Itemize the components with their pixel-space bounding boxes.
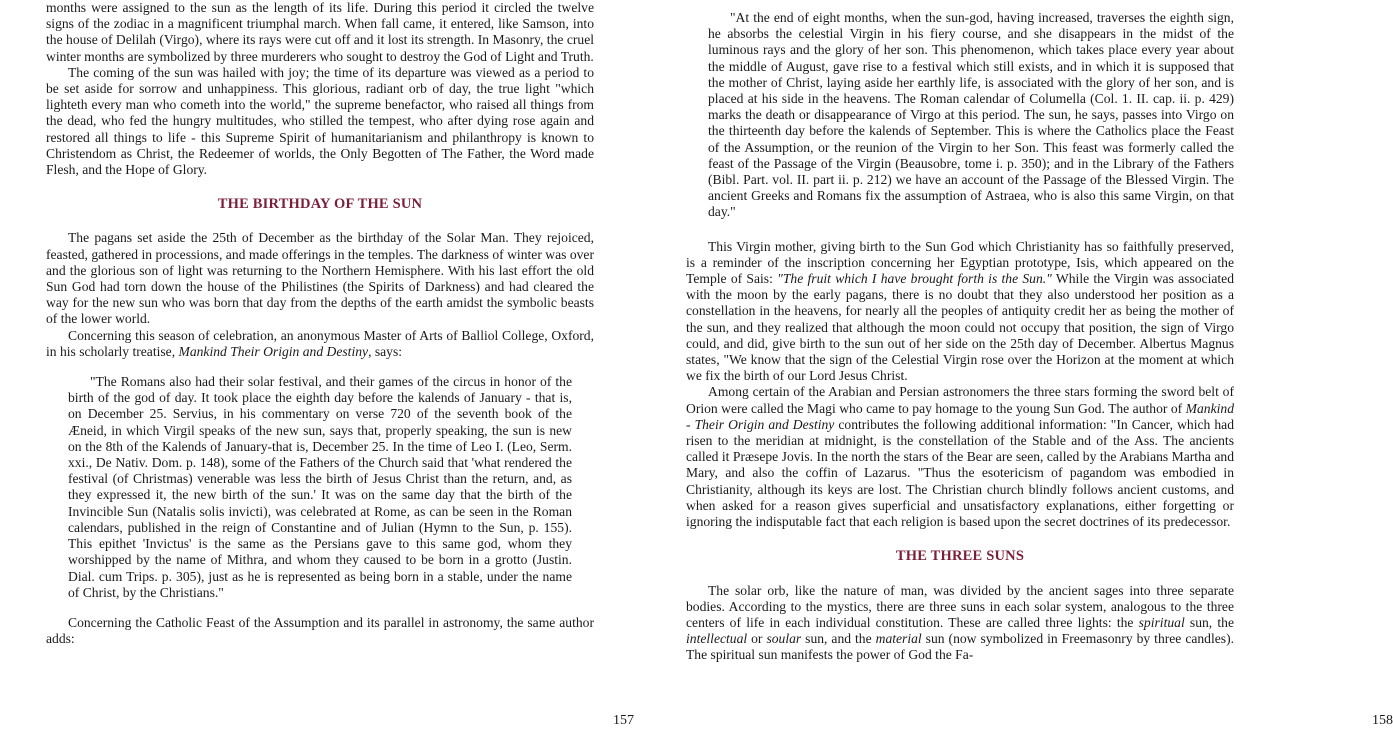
book-title-italic: Mankind - Their Origin and Destiny — [686, 400, 1234, 432]
right-paragraph-1-end: While the Virgin was associated with the moon by the early pagans, there is no doubt that they also understood her position as a constellation in the heavens, for nearly all the peoples of antiquity credit her as being the mother of the sun, and they realized that although the moon could not occupy that position, the sign of Virgo could, and did, give birth to the sun out of her side on the 25th day of December. Albertus Magnus states, "We know that the sign of the Celestial Virgin rose over the Horizon at the moment at which we fix the birth of our Lord Jesus Christ. — [686, 271, 1234, 384]
page-number-left: 157 — [613, 712, 634, 728]
right-page — [686, 0, 1393, 728]
right-paragraph-3-b: sun, the — [1184, 614, 1234, 630]
left-block-quote: "The Romans also had their solar festival, and their games of the circus in honor of the birth of the god of day. It took place the eighth day before the kalends of January - that is, on December 25. Servius, in his commentary on verse 720 of the seventh book of the Æneid, in which Virgil speaks of the new sun, says that, properly speaking, the sun is new on the 8th of the Kalends of January-that is, December 25. In the time of Leo I. (Leo, Serm. xxi., De Nativ. Dom. p. 148), some of the Fathers of the Church said that 'what rendered the festival (of Christmas) venerable was less the birth of Jesus Christ than the return, and, as they expressed it, the new birth of the sun.' It was on the same day that the birth of the Invincible Sun (Natalis solis invicti), was celebrated at Rome, as can be seen in the Roman calendars, published in the reign of Constantine and of Julian (Hymn to the Sun, p. 155). This epithet 'Invictus' is the same as the Persians gave to this same god, whom they worshipped by the name of Mithra, and whom they caused to be born in a grotto (Justin. Dial. cum Trips. p. 305), just as he is represented as being born in a stable, under the name of Christ, by the Christians." — [68, 374, 572, 600]
section-heading-birthday-of-the-sun: THE BIRTHDAY OF THE SUN — [217, 196, 423, 213]
intellectual-italic: intellectual — [686, 631, 748, 647]
right-paragraph-2-end: contributes the following additional information: "In Cancer, which had risen to the meridian at midnight, is the constellation of the Stable and of the Ass. The ancients called it Præsepe Jovis. In the north the stars of the Bear are seen, called by the Arabians Martha and Mary, and also the coffin of Lazarus. "Thus the esotericism of pagandom was embodied in Christianity, although its keys are lost. The Christian church blindly follows ancient customs, and when asked for a reason gives superficial and unsatisfactory explanations, either forgetting or ignoring the indisputable fact that each religion is based upon the secret doctrines of its predecessor. — [686, 416, 1235, 530]
left-paragraph-1: months were assigned to the sun as the length of its life. During this period it circled the twelve signs of the zodiac in a magnificent triumphal march. When fall came, it entered, like Samson, into the house of Delilah (Virgo), where its rays were cut off and it lost its strength. In Masonry, the cruel winter months are symbolized by three murderers who sought to destroy the God of Light and Truth. — [46, 0, 594, 64]
right-paragraph-2-text: Among certain of the Arabian and Persian astronomers the three stars forming the sword belt of Orion were called the Magi who came to pay homage to the young Sun God. The author of — [686, 384, 1234, 416]
right-paragraph-3-d: sun, and the — [801, 631, 876, 647]
spiritual-italic: spiritual — [1138, 614, 1185, 630]
material-italic: material — [875, 631, 922, 647]
section-heading-three-suns: THE THREE SUNS — [895, 548, 1025, 565]
right-paragraph-1 — [686, 239, 1234, 385]
right-block-quote: "At the end of eight months, when the sun-god, having increased, traverses the eighth sign, he absorbs the celestial Virgin in his fiery course, and she disappears in the midst of the luminous rays and the glory of her son. This phenomenon, which takes place every year about the middle of August, gave rise to a festival which still exists, and in which it is supposed that the mother of Christ, laying aside her earthly life, is associated with the glory of her son, and is placed at his side in the heavens. The Roman calendar of Columella (Col. 1. II. cap. ii. p. 429) marks the death or disappearance of Virgo at this period. The sun, he says, passes into Virgo on the thirteenth day before the kalends of September. This is where the Catholics place the Feast of the Assumption, or the reunion of the Virgin to her Son. This feast was formerly called the feast of the Passage of the Virgin (Beausobre, tome i. p. 350); and in the Library of the Fathers (Bibl. Part. vol. II. part ii. p. 212) we have an account of the Passage of the Blessed Virgin. The ancient Greeks and Romans fix the assumption of Astraea, who is also this same Virgin, on that day." — [708, 10, 1234, 220]
page-number-right: 158 — [1372, 712, 1393, 728]
left-page — [46, 0, 634, 728]
right-paragraph-3 — [686, 583, 1234, 664]
left-paragraph-4 — [46, 328, 594, 360]
left-paragraph-4-end: , says: — [368, 343, 403, 359]
left-paragraph-5: Concerning the Catholic Feast of the Assumption and its parallel in astronomy, the same author adds: — [46, 614, 594, 647]
right-paragraph-3-a: The solar orb, like the nature of man, was divided by the ancient sages into three separate bodies. According to the mystics, there are three suns in each solar system, analogous to the three centers of life in each individual constitution. These are called three lights: the — [686, 582, 1234, 630]
book-title-italic: Mankind Their Origin and Destiny — [178, 343, 369, 359]
left-paragraph-3: The pagans set aside the 25th of December as the birthday of the Solar Man. They rejoiced, feasted, gathered in processions, and made offerings in the temples. The darkness of winter was over and the glorious son of light was returning to the Northern Hemisphere. With his last effort the old Sun God had torn down the house of the Philistines (the Spirits of Darkness) and had cleared the way for the new sun who was born that day from the depths of the earth amidst the symbolic beasts of the lower world. — [46, 230, 594, 327]
right-paragraph-3-e: sun (now symbolized in Freemasonry by three candles). The spiritual sun manifests the power of God the Fa- — [686, 631, 1234, 663]
soular-italic: soular — [766, 631, 802, 647]
isis-inscription-italic: "The fruit which I have brought forth is the Sun." — [777, 271, 1052, 287]
right-paragraph-2 — [686, 384, 1234, 530]
left-paragraph-4-text: Concerning this season of celebration, an anonymous Master of Arts of Balliol College, Oxford, in his scholarly treatise, — [46, 327, 594, 359]
right-paragraph-1-text: This Virgin mother, giving birth to the Sun God which Christianity has so faithfully preserved, is a reminder of the inscription concerning her Egyptian prototype, Isis, which appeared on the Temple of Sais: — [686, 238, 1234, 287]
left-paragraph-2: The coming of the sun was hailed with joy; the time of its departure was viewed as a period to be set aside for sorrow and unhappiness. This glorious, radiant orb of day, the true light "which lighteth every man who cometh into the world," the supreme benefactor, who raised all things from the dead, who fed the hungry multitudes, who stilled the tempest, who after dying rose again and restored all things to life - this Supreme Spirit of humanitarianism and philanthropy is known to Christendom as Christ, the Redeemer of worlds, the Only Begotten of The Father, the Word made Flesh, and the Hope of Glory. — [46, 64, 594, 178]
right-paragraph-3-c: or — [747, 631, 767, 647]
